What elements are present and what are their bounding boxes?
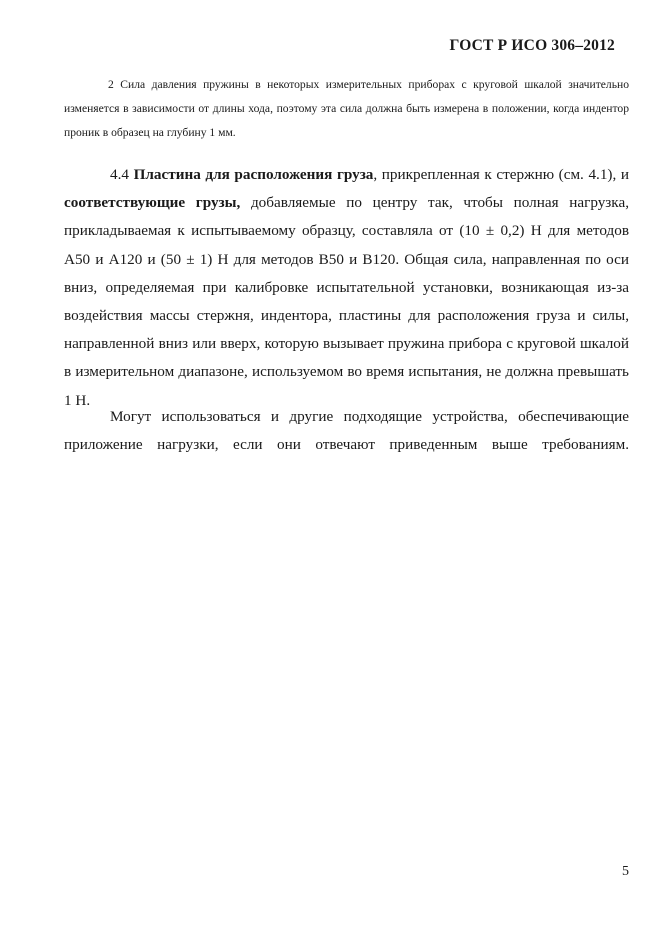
section-text-part2: добавляемые по центру так, чтобы полная нагрузка, прикладываемая к испытываемому образцу, составляла от (10 ± 0,2) Н для методов А50 и А120 и (50 ± 1) Н для методов В50 и В120. Общая сила, направленная по оси вниз, определяемая при калибровке испытательной установки, возникающая из-за воздействия массы стержня, индентора, пластины для расположения груза и силы, направленной вниз или вверх, которую вызывает пружина прибора с круговой шкалой в измерительном диапазоне, используемом во время испытания, не должна превышать 1 Н. bbox=[64, 194, 629, 409]
section-4-4-paragraph bbox=[64, 161, 629, 415]
term-weights: соответствующие грузы, bbox=[64, 194, 241, 212]
other-devices-paragraph bbox=[64, 403, 629, 459]
page-number: 5 bbox=[622, 864, 629, 879]
section-text-part1: , прикрепленная к стержню (см. 4.1), и bbox=[373, 166, 630, 183]
term-weight-plate: Пластина для расположения груза bbox=[133, 166, 374, 183]
other-devices-text: Могут использоваться и другие подходящие устройства, обеспечивающие приложение нагрузки, если они отвечают приведенным выше требованиям. bbox=[64, 408, 629, 454]
note-text: 2 Сила давления пружины в некоторых измерительных приборах с круговой шкалой значительно изменяется в зависимости от длины хода, поэтому эта сила должна быть измерена в положении, когда индентор проник в образец на глубину 1 мм. bbox=[64, 78, 629, 139]
document-header: ГОСТ Р ИСО 306–2012 bbox=[449, 37, 615, 54]
note-paragraph bbox=[64, 73, 629, 145]
section-number: 4.4 bbox=[110, 166, 129, 183]
